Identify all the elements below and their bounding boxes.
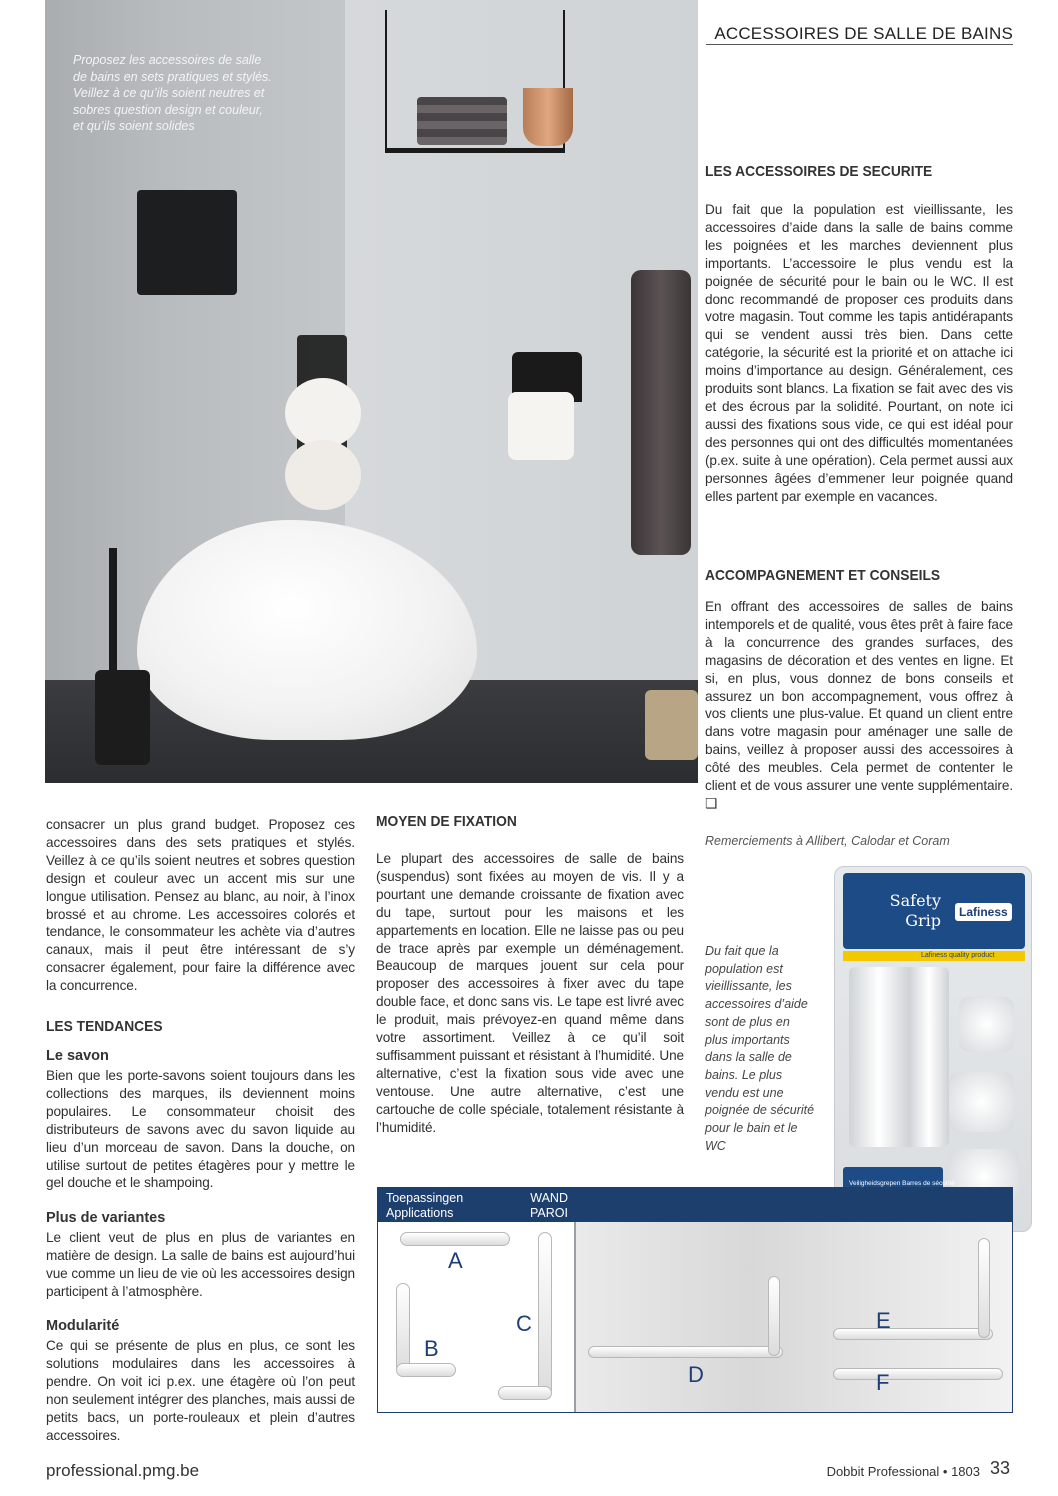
tendances-heading: LES TENDANCES [46,1018,163,1035]
fixation-body: Le plupart des accessoires de salle de bains (suspendus) sont fixées au moyen de vis. Il y a pourtant une demande croissante de fixation avec du tape, surtout pour les maisons et les appartements en location. Elle ne laisse pas ou peu de trace après par exemple un déménagement. Beaucoup de marques jouent sur cela pour proposer des accessoires à fixer avec du tape double face, et donc sans vis. Le tape est livré avec le produit, mais prévoyez-en quand même dans votre assortiment. Veillez à ce qu’il soit suffisamment puissant et résistant à l’humidité. Une alternative, c’est la fixation sous vide avec une ventouse. Une autre alternative, c’est une cartouche de colle spéciale, totalement résistante à l’humidité. [376,851,684,1135]
wand-label: WAND [530,1191,568,1205]
footer-website-link[interactable]: professional.pmg.be [46,1461,200,1480]
modularite-heading: Modularité [46,1318,120,1334]
accompagnement-body: En offrant des accessoires de salles de bains intemporels et de qualité, vous êtes prêt à faire face à la concurrence des grandes surfaces, des magasins de décoration et des ventes en ligne. Et si, en plus, vous donnez de bons conseils et assurez un bon accompagnement, vous offrez à vos clients une plus-value. Et quand un client entre dans votre magasin pour aménager une salle de bains, veillez à proposer aussi des accessoires à côté des meubles. Cela permet de contenter le client et de vous assurer une vente supplémentaire. ❑ [705,599,1013,811]
package-label-text: Veiligheidsgrepen Barres de sécurité [849,1180,955,1187]
grab-bar-e [833,1328,993,1340]
label-e: E [876,1308,891,1333]
toilet-roll [508,392,574,460]
toilet-brush-holder [95,670,150,765]
toilet-roll [285,378,361,448]
toepassingen-label: Toepassingen [386,1191,464,1205]
accompagnement-heading: ACCOMPAGNEMENT ET CONSEILS [705,567,941,584]
securite-body: Du fait que la population est vieillissante, les accessoires d’aide dans la salle de bains comme les poignées et les marches deviennent plus importants. L’accessoire le plus vendu est la poignée de sécurité pour le bain ou le WC. Il est donc recommandé de proposer ces produits dans votre magasin. Tout comme les tapis antidérapants qui se vendent aussi très bien. Dans cette catégorie, la sécurité est la priorité et on attache ici moins d’importance au design. Généralement, ces produits sont blancs. La fixation se fait avec des vis et des écrous par la solidité. Pourtant, on note ici aussi des fixations sous vide, ce qui est idéal pour des personnes qui ont des difficultés momentanées (p.ex. suite à une opération). Cela permet aussi aux personnes âgées d’emmener leur poignée quand elles partent par exemple en vacances. [705,202,1013,504]
hero-photo [45,0,698,783]
savon-body: Bien que les porte-savons soient toujours dans les collections des marques, ils deviennent moins populaires. Le consommateur choisit des distributeurs de savons avec du savon liquide au lieu d’un morceau de savon. Dans la douche, on utilise surtout de petites étagères pour y mettre le gel douche et le shampoing. [46,1068,355,1191]
applications-diagram [377,1187,1013,1413]
label-b: B [424,1336,439,1361]
hero-caption: Proposez les accessoires de salle de bains en sets pratiques et stylés. Veillez à ce qu’ils soient neutres et sobres question design et couleur, et qu’ils soient solides [73,53,272,133]
bar-fitting [949,1072,1014,1132]
grab-bar-d [588,1346,783,1358]
variantes-body: Le client veut de plus en plus de variantes en matière de design. La salle de bains est aujourd’hui vue comme un lieu de vie où les accessoires design participent à l’atmosphère. [46,1230,355,1299]
wall-photo [576,1222,1013,1413]
toilet-brush-handle [109,548,117,678]
grab-bar-b-horizontal [396,1363,456,1377]
brand-logo: Lafiness [955,903,1012,921]
intro-body: consacrer un plus grand budget. Proposez ces accessoires dans des sets pratiques et stylés. Veillez à ce qu’ils soient neutres et sobres question design et couleur avec un accent mis sur une longue utilisation. Pensez au blanc, au noir, à l’inox brossé et au chrome. Les accessoires colorés et tendance, le consommateur les achète via d’autres canaux, mais il peut être intéressant de s’y consacrer également, pour faire la différence avec la concurrence. [46,817,355,994]
grab-bars-window [849,967,949,1147]
diagram-header-wall [518,1191,568,1221]
grab-bar-b-vertical [396,1283,410,1373]
footer-magazine: Dobbit Professional • 1803 [826,1464,980,1479]
section-label-underline [706,44,1013,45]
acknowledgements: Remerciements à Allibert, Calodar et Coram [705,834,950,848]
section-label: ACCESSOIRES DE SALLE DE BAINS [714,24,1013,43]
grab-bar-c-horizontal [498,1386,552,1400]
hanging-towel [631,270,691,555]
folded-towels [417,97,507,145]
label-f: F [876,1370,890,1395]
package-title: Safety Grip [889,891,941,930]
grab-bar-c-vertical [538,1232,552,1397]
quality-strip-text: Lafiness quality product [921,952,995,959]
flush-plate [137,190,237,295]
product-caption: Du fait que la population est vieillissante, les accessoires d’aide sont de plus en plus importants dans la salle de bains. Le plus vendu est une poignée de sécurité pour le bain et le WC [705,944,815,1153]
variantes-heading: Plus de variantes [46,1210,166,1226]
diagram-header-title [386,1191,463,1221]
page-number: 33 [990,1458,1011,1478]
securite-heading: LES ACCESSOIRES DE SECURITE [705,163,933,180]
fixation-heading: MOYEN DE FIXATION [376,813,517,830]
paroi-label: PAROI [530,1206,568,1220]
copper-cup [523,88,573,146]
grab-bar-a [400,1232,510,1246]
label-c: C [516,1311,532,1336]
label-d: D [688,1362,704,1387]
shelf-base [385,148,565,153]
toilet-roll [285,440,361,510]
grab-bar-f [833,1368,1003,1380]
grab-bar-e-vertical [978,1238,990,1338]
applications-label: Applications [386,1206,454,1220]
modularite-body: Ce qui se présente de plus en plus, ce sont les solutions modulaires dans les accessoires à pendre. On voit ici p.ex. une étagère où l’on peut non seulement intégrer des planches, mais aussi de petits bacs, un porte-rouleaux et plein d’autres accessoires. [46,1338,355,1443]
savon-heading: Le savon [46,1048,109,1064]
bar-fitting [959,997,1014,1052]
label-a: A [448,1248,463,1273]
paper-basket [645,690,698,760]
grab-bar-d-vertical [768,1276,780,1356]
diagram-header-right [576,1188,1013,1222]
safety-grip-package [834,866,1032,1232]
